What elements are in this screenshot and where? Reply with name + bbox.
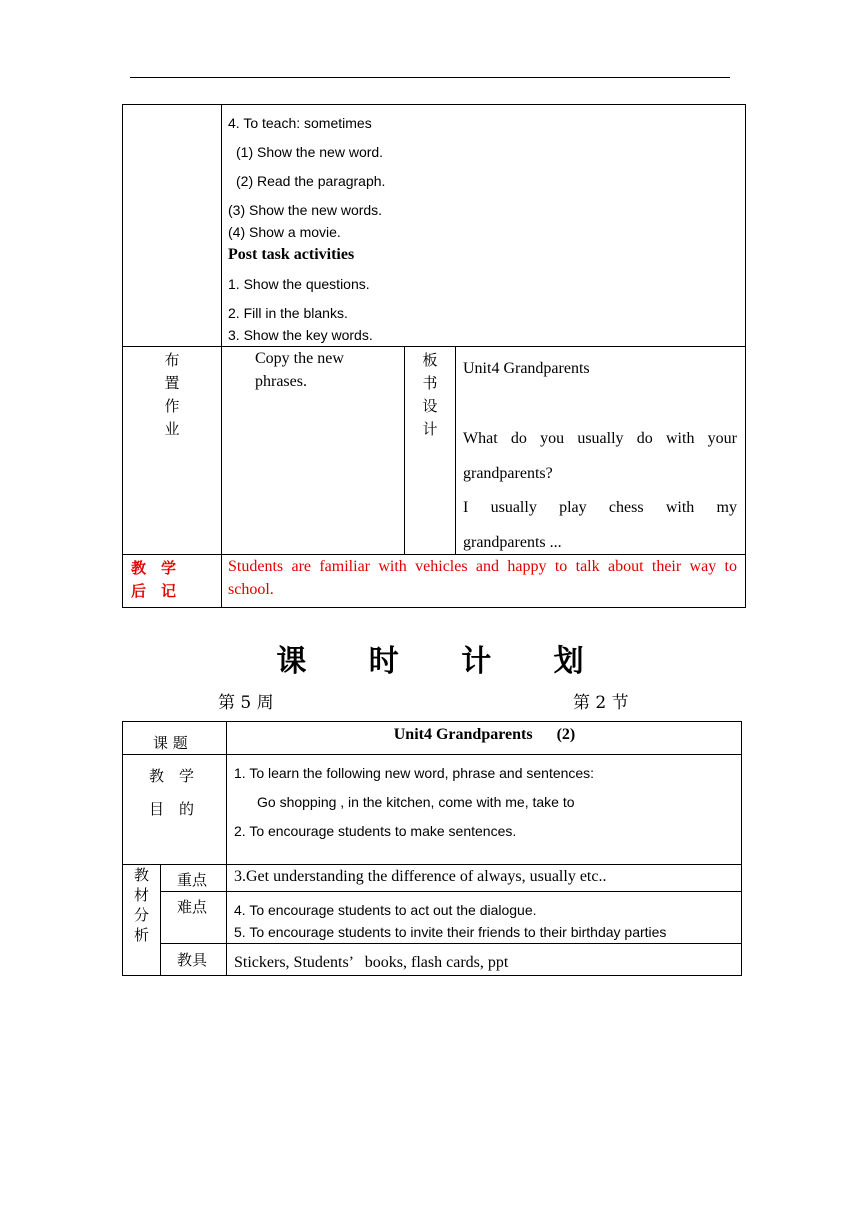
- post-task-line: 3. Show the key words.: [228, 327, 373, 343]
- homework-label-char: 业: [164, 420, 180, 438]
- board-label-char: 书: [422, 374, 438, 392]
- homework-label-char: 作: [164, 397, 180, 415]
- homework-label: [123, 347, 222, 555]
- process-label-cell: [123, 105, 222, 347]
- header-rule: [130, 77, 730, 78]
- topic-label: [123, 722, 227, 755]
- process-line: (3) Show the new words.: [228, 202, 383, 218]
- section-label: 第 2 节: [573, 693, 629, 713]
- process-content-cell: [222, 105, 746, 347]
- key-value: 3.Get understanding the difference of always, usually etc..: [234, 868, 607, 885]
- reflection-label-line: 教 学: [131, 559, 177, 577]
- topic-label-text: 课 题: [153, 734, 188, 752]
- homework-content: [222, 347, 405, 555]
- analysis-label-char: 分: [133, 906, 149, 924]
- post-task-heading: Post task activities: [228, 246, 355, 263]
- week-label: 第 5 周: [218, 693, 274, 713]
- topic-value: Unit4 Grandparents (2): [393, 726, 576, 743]
- board-label-char: 设: [422, 397, 438, 415]
- difficulty-content: [227, 892, 742, 944]
- goal-line: Go shopping , in the kitchen, come with me, take to: [257, 794, 575, 810]
- difficulty-line: 5. To encourage students to invite their friends to their birthday parties: [234, 924, 667, 940]
- board-line: What do you usually do with your: [463, 430, 737, 447]
- aids-label-text: 教具: [177, 951, 208, 969]
- difficulty-row: [123, 892, 742, 944]
- reflection-line: Students are familiar with vehicles and happy to talk about their way to: [228, 558, 737, 575]
- goal-label-line: 目 的: [149, 800, 195, 818]
- analysis-label: [123, 865, 161, 976]
- aids-label: [161, 944, 227, 976]
- difficulty-line: 4. To encourage students to act out the dialogue.: [234, 902, 537, 918]
- aids-row: [123, 944, 742, 976]
- key-content: [227, 865, 742, 892]
- goal-content: [227, 755, 742, 865]
- difficulty-label: [161, 892, 227, 944]
- board-line: grandparents ...: [463, 534, 562, 551]
- process-line: 4. To teach: sometimes: [228, 115, 372, 131]
- reflection-content: [222, 555, 746, 608]
- key-row: [123, 865, 742, 892]
- homework-label-char: 置: [164, 374, 180, 392]
- lesson-continuation-table: [122, 104, 746, 608]
- process-row: [123, 105, 746, 347]
- goal-label-line: 教 学: [149, 767, 195, 785]
- board-content: [456, 347, 746, 555]
- homework-row: [123, 347, 746, 555]
- process-line: (2) Read the paragraph.: [236, 173, 386, 189]
- reflection-row: [123, 555, 746, 608]
- plan-title: 课 时 计 划: [276, 644, 610, 679]
- topic-value-cell: [227, 722, 742, 755]
- post-task-line: 2. Fill in the blanks.: [228, 305, 348, 321]
- process-line: (4) Show a movie.: [228, 224, 341, 240]
- analysis-label-char: 材: [133, 886, 149, 904]
- topic-row: [123, 722, 742, 755]
- process-line: (1) Show the new word.: [236, 144, 384, 160]
- analysis-label-char: 析: [133, 926, 149, 944]
- post-task-line: 1. Show the questions.: [228, 276, 370, 292]
- board-label: [405, 347, 456, 555]
- key-label: [161, 865, 227, 892]
- board-label-char: 板: [422, 351, 438, 369]
- goal-row: [123, 755, 742, 865]
- goal-line: 2. To encourage students to make sentences.: [234, 823, 517, 839]
- goal-line: 1. To learn the following new word, phrase and sentences:: [234, 765, 595, 781]
- key-label-text: 重点: [177, 871, 208, 889]
- aids-content: [227, 944, 742, 976]
- board-line: I usually play chess with my: [463, 499, 737, 516]
- difficulty-label-text: 难点: [177, 898, 208, 916]
- goal-label: [123, 755, 227, 865]
- aids-value: Stickers, Students’ books, flash cards, ppt: [234, 954, 509, 971]
- reflection-label: [123, 555, 222, 608]
- reflection-label-line: 后 记: [131, 582, 177, 600]
- homework-text: phrases.: [255, 373, 307, 390]
- board-label-char: 计: [422, 420, 438, 438]
- homework-label-char: 布: [164, 351, 180, 369]
- board-line: Unit4 Grandparents: [463, 360, 590, 377]
- homework-text: Copy the new: [255, 350, 344, 367]
- reflection-line: school.: [228, 581, 274, 598]
- analysis-label-char: 教: [133, 866, 149, 884]
- board-line: grandparents?: [463, 465, 553, 482]
- lesson-plan-table: [122, 721, 742, 976]
